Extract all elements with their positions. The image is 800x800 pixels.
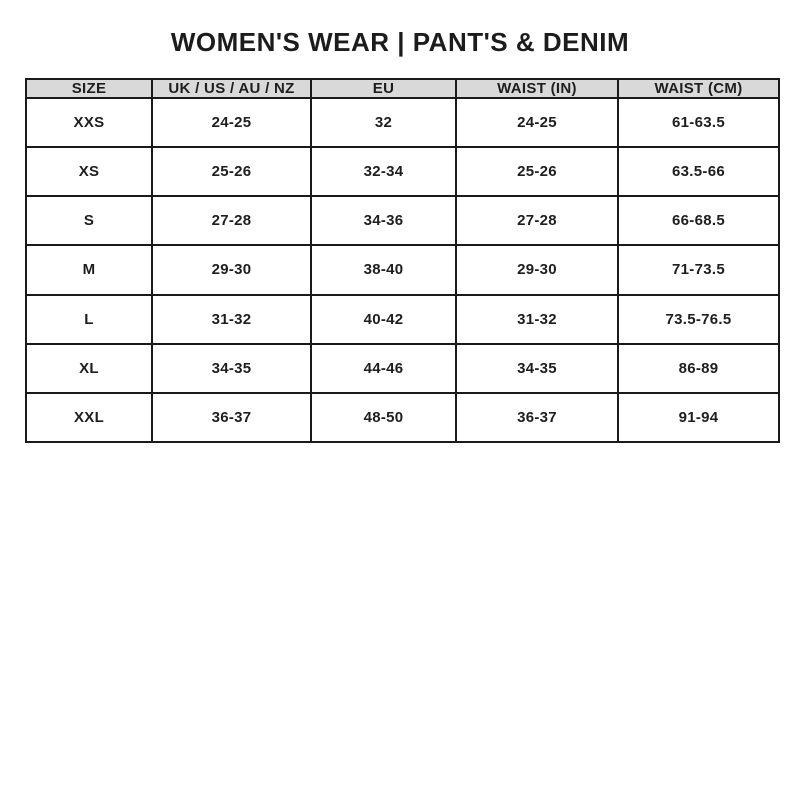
cell-waist-cm: 66-68.5 xyxy=(618,196,779,245)
cell-size: M xyxy=(26,245,152,294)
cell-size: XL xyxy=(26,344,152,393)
cell-eu: 40-42 xyxy=(311,295,456,344)
cell-waist-cm: 73.5-76.5 xyxy=(618,295,779,344)
cell-uk-us-au-nz: 29-30 xyxy=(152,245,311,294)
cell-waist-in: 24-25 xyxy=(456,98,618,147)
header-cell-waist-cm: WAIST (CM) xyxy=(618,79,779,98)
table-row-m xyxy=(26,245,779,294)
cell-waist-in: 36-37 xyxy=(456,393,618,442)
cell-uk-us-au-nz: 31-32 xyxy=(152,295,311,344)
cell-eu: 32-34 xyxy=(311,147,456,196)
cell-waist-cm: 61-63.5 xyxy=(618,98,779,147)
table-row-xl xyxy=(26,344,779,393)
cell-uk-us-au-nz: 24-25 xyxy=(152,98,311,147)
table-row-xs xyxy=(26,147,779,196)
cell-size: XXL xyxy=(26,393,152,442)
page-title: WOMEN'S WEAR | PANT'S & DENIM xyxy=(170,27,630,57)
table-row-l xyxy=(26,295,779,344)
cell-waist-cm: 86-89 xyxy=(618,344,779,393)
cell-size: S xyxy=(26,196,152,245)
cell-eu: 32 xyxy=(311,98,456,147)
cell-eu: 38-40 xyxy=(311,245,456,294)
cell-waist-in: 29-30 xyxy=(456,245,618,294)
cell-size: XS xyxy=(26,147,152,196)
cell-waist-in: 31-32 xyxy=(456,295,618,344)
header-cell-uk-us-au-nz: UK / US / AU / NZ xyxy=(152,79,311,98)
table-row-xxl xyxy=(26,393,779,442)
header-cell-size: SIZE xyxy=(26,79,152,98)
cell-waist-in: 25-26 xyxy=(456,147,618,196)
cell-eu: 48-50 xyxy=(311,393,456,442)
cell-uk-us-au-nz: 27-28 xyxy=(152,196,311,245)
cell-waist-cm: 63.5-66 xyxy=(618,147,779,196)
cell-uk-us-au-nz: 36-37 xyxy=(152,393,311,442)
header-row xyxy=(26,79,779,98)
table-row-xxs xyxy=(26,98,779,147)
cell-size: L xyxy=(26,295,152,344)
header-cell-waist-in: WAIST (IN) xyxy=(456,79,618,98)
cell-waist-in: 34-35 xyxy=(456,344,618,393)
table-row-s xyxy=(26,196,779,245)
cell-uk-us-au-nz: 34-35 xyxy=(152,344,311,393)
cell-waist-in: 27-28 xyxy=(456,196,618,245)
cell-eu: 44-46 xyxy=(311,344,456,393)
cell-waist-cm: 71-73.5 xyxy=(618,245,779,294)
cell-waist-cm: 91-94 xyxy=(618,393,779,442)
header-cell-eu: EU xyxy=(311,79,456,98)
size-chart-table xyxy=(25,78,780,443)
cell-eu: 34-36 xyxy=(311,196,456,245)
cell-uk-us-au-nz: 25-26 xyxy=(152,147,311,196)
cell-size: XXS xyxy=(26,98,152,147)
